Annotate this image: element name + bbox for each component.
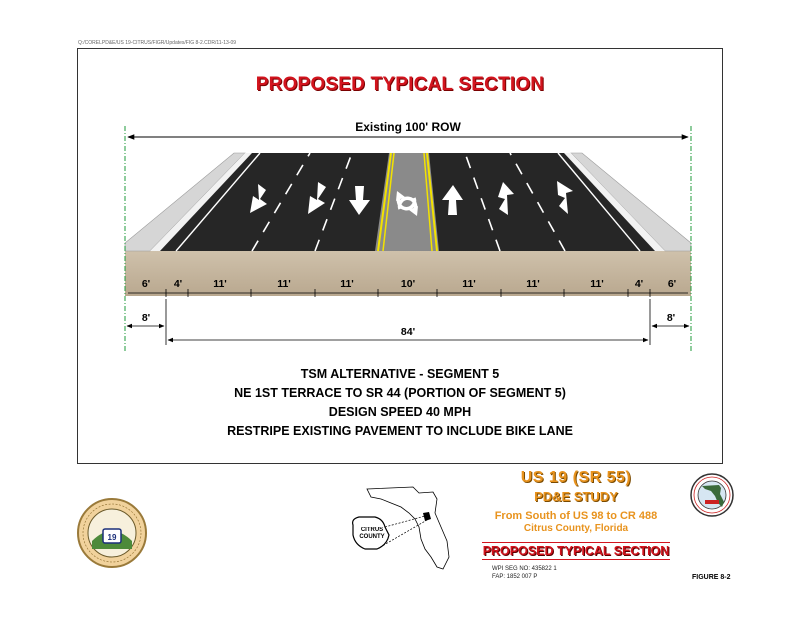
seal-band [705, 500, 719, 504]
left-width-label: 8' [141, 312, 151, 324]
lane-dim-3: 11' [277, 278, 291, 290]
study-block [482, 469, 670, 560]
note-line: RESTRIPE EXISTING PAVEMENT TO INCLUDE BIKE LANE [227, 424, 573, 438]
study-subtitle: PROPOSED TYPICAL SECTION [482, 544, 670, 558]
balanced-approach-seal [76, 497, 148, 569]
design-notes [0, 365, 800, 441]
drawing-title: PROPOSED TYPICAL SECTION [255, 74, 545, 95]
fdot-seal [689, 472, 735, 518]
lane-dim-0: 6' [141, 278, 151, 290]
map-county-label: CITRUS COUNTY [359, 527, 385, 540]
note-line: DESIGN SPEED 40 MPH [328, 405, 472, 419]
lane-dim-4: 11' [340, 278, 354, 290]
lane-dim-5: 10' [400, 278, 416, 290]
study-type: PD&E STUDY [534, 489, 618, 504]
lane-dim-9: 4' [634, 278, 644, 290]
study-county: Citrus County, Florida [523, 523, 629, 534]
file-path-label: Q:/CORELPD&E/US 19-CITRUS/FIGR/Updates/FIG 8-2.CDR/11-13-09 [78, 40, 237, 46]
center-width-label: 84' [400, 326, 416, 338]
lane-dim-2: 11' [213, 278, 227, 290]
fap-number: FAP: 1852 007 P [492, 574, 538, 580]
note-line: NE 1ST TERRACE TO SR 44 (PORTION OF SEGMENT 5) [234, 386, 566, 400]
row-label: Existing 100' ROW [355, 120, 461, 134]
study-route: US 19 (SR 55) [520, 469, 632, 486]
route-number: 19 [107, 533, 117, 542]
lane-dim-8: 11' [590, 278, 604, 290]
overall-dimensions [127, 299, 689, 345]
lane-dim-6: 11' [462, 278, 476, 290]
note-line: TSM ALTERNATIVE - SEGMENT 5 [300, 367, 500, 381]
florida-locator-map [345, 483, 470, 583]
lane-dim-10: 6' [667, 278, 677, 290]
wpi-number: WPI SEG NO: 435822 1 [492, 566, 557, 572]
lane-dim-1: 4' [173, 278, 183, 290]
right-width-label: 8' [666, 312, 676, 324]
figure-number: FIGURE 8-2 [692, 574, 731, 581]
study-limits: From South of US 98 to CR 488 [494, 510, 658, 522]
lane-dim-7: 11' [526, 278, 540, 290]
